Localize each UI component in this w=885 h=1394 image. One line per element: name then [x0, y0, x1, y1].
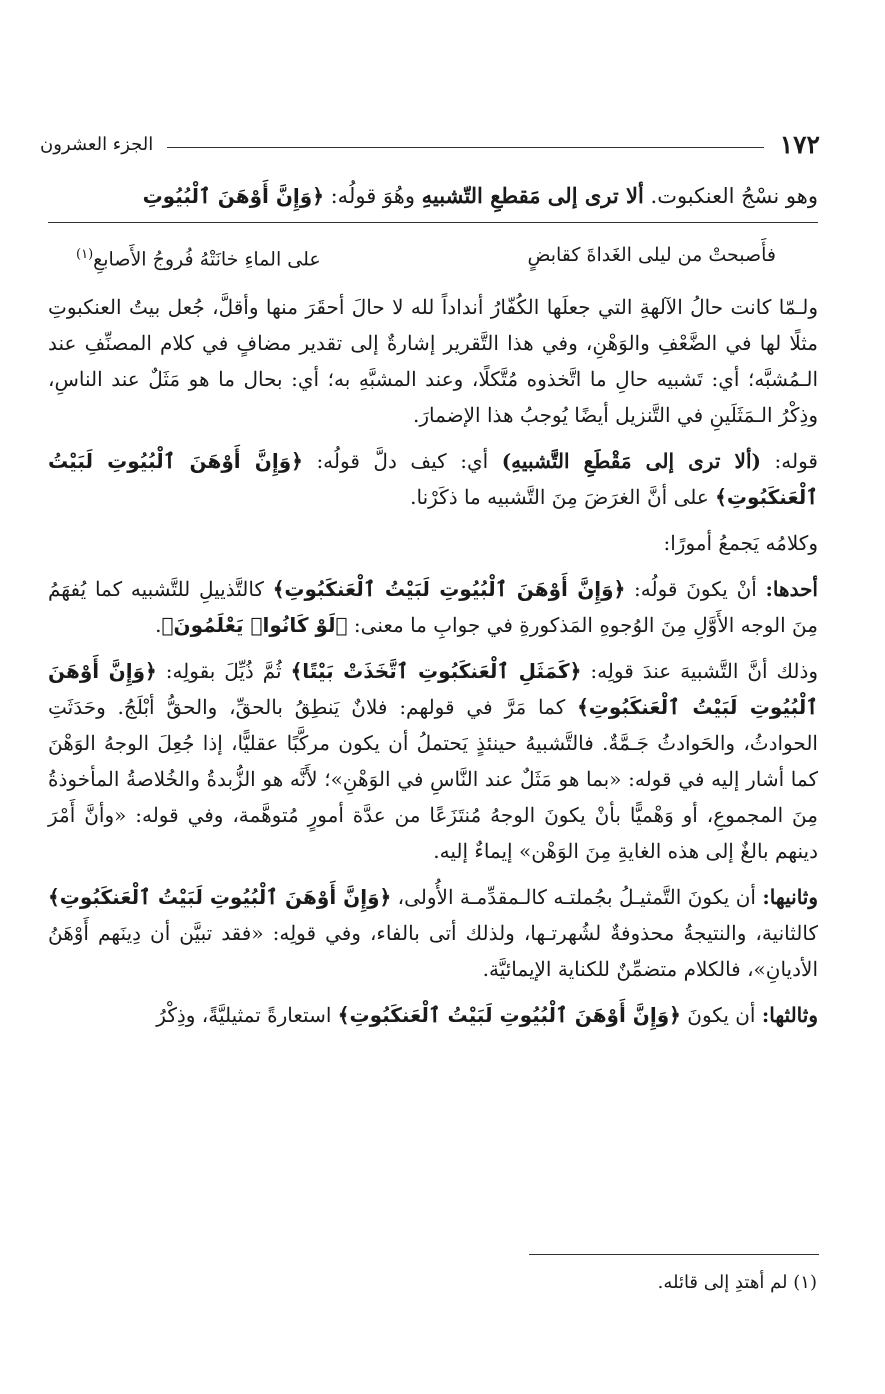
quran-quote: ﴿وَإِنَّ أَوْهَنَ ٱلْبُيُوتِ لَبَيْتُ ٱلْعَنكَبُوتِ﴾	[272, 577, 626, 602]
paragraph-text: أنْ يكونَ قولُه:	[634, 577, 757, 602]
quran-quote: ﴿وَإِنَّ أَوْهَنَ ٱلْبُيُوتِ لَبَيْتُ ٱلْعَنكَبُوتِ﴾	[48, 449, 818, 510]
page-body	[48, 178, 818, 1043]
paragraph-label: وثانيها:	[762, 885, 819, 910]
quran-quote: ﴿وَإِنَّ أَوْهَنَ ٱلْبُيُوتِ لَبَيْتُ ٱلْعَنكَبُوتِ﴾	[337, 1003, 681, 1028]
paragraph-7	[48, 997, 818, 1033]
footnote	[658, 1272, 817, 1293]
paragraph-text: وذلك أنَّ التَّشبيهَ عندَ قولِه:	[590, 659, 819, 684]
paragraph-label: قوله:	[774, 449, 818, 474]
paragraph-2	[48, 443, 818, 515]
quran-quote: ﴿وَإِنَّ أَوْهَنَ ٱلْبُيُوتِ	[142, 184, 324, 208]
quran-quote: ﴿وَإِنَّ أَوْهَنَ ٱلْبُيُوتِ لَبَيْتُ ٱلْعَنكَبُوتِ﴾	[48, 885, 392, 910]
verse-left-hemistich	[76, 237, 321, 277]
paragraph-6	[48, 879, 818, 987]
footnote-number: (١)	[793, 1272, 817, 1293]
opening-text: وهو نسْجُ العنكبوت.	[650, 184, 818, 208]
page-header	[40, 124, 820, 164]
paragraph-text: كالثانية، والنتيجةُ محذوفةٌ لشُهرتـها، ولذلك أتى بالفاء، وفي قولِه: «فقد تبيَّن أن دِينَهم أَوْهَنُ الأديانِ»، فالكلام متضمِّنٌ للكناية الإيمائيَّة.	[48, 921, 818, 982]
paragraph-1: ولـمّا كانت حالُ الآلهةِ التي جعلَها الكُفّارُ أنداداً لله لا حالَ أحقَرَ منها وأقلَّ، جُعل بيتُ العنكبوتِ مثلًا لها في الضَّعْفِ والوَهْنِ، وفي هذا التَّقرير إشارةٌ إلى تقدير مضافٍ في كلام المصنِّفِ عند الـمُشبَّه؛ أي: تَشبيه حالِ ما اتَّخذوه مُتَّكلًا، وعند المشبَّهِ به؛ أي: بحال ما هو مَثَلٌ عند الناسِ، وذِكْرُ الـمَثَلَينِ في التَّنزيل أيضًا يُوجبُ هذا الإضمارَ.	[48, 295, 818, 428]
quran-quote: ﴿كَمَثَلِ ٱلْعَنكَبُوتِ ٱتَّخَذَتْ بَيْتًا﴾	[290, 659, 582, 684]
header-rule	[167, 147, 763, 148]
running-title: الجزء العشرون	[40, 133, 154, 155]
paragraph-text: أي: كيف دلَّ قولُه:	[316, 449, 489, 474]
paragraph-text: أن يكونَ التَّمثيـلُ بجُملتـه كالـمقدِّمـة الأُولى،	[397, 885, 756, 910]
verse-right-hemistich: فأَصبحتْ من ليلى الغَداةَ كقابضٍ	[527, 244, 776, 266]
footnote-text: لم أهتدِ إلى قائله.	[657, 1272, 788, 1293]
paragraph-label: أحدها:	[765, 577, 818, 602]
quoted-phrase: (ألا ترى إلى مَقْطَعِ التَّشبيهِ)	[501, 449, 761, 474]
paragraph-4: أحدها: أنْ يكونَ قولُه: ﴿وَإِنَّ أَوْهَنَ ٱلْبُيُوتِ لَبَيْتُ ٱلْعَنكَبُوتِ﴾ كالتَّذييلِ للتَّشبيه كما يُفهَمُ مِنَ الوجه الأَوَّلِ مِنَ الوُجوهِ المَذكورةِ في جوابِ ما معنى: ﴿لَوْ كَانُوا۟ يَعْلَمُونَ﴾.	[48, 577, 818, 638]
opening-middle-text: وهُوَ قولُه:	[330, 184, 415, 208]
opening-line	[48, 178, 818, 223]
paragraph-text: أن يكونَ	[687, 1003, 756, 1028]
quran-quote: ﴿وَإِنَّ أَوْهَنَ ٱلْبُيُوتِ لَبَيْتُ ٱلْعَنكَبُوتِ﴾	[48, 659, 818, 720]
verse-left-text: على الماءِ خانَتْهُ فُروجُ الأَصابعِ	[93, 248, 321, 271]
paragraph-text: كالتَّذييلِ للتَّشبيه كما يُفهَمُ مِنَ الوجه الأَوَّلِ مِنَ الوُجوهِ المَذكورةِ في جوابِ ما معنى:	[48, 577, 818, 638]
paragraph-label: وثالثها:	[761, 1003, 818, 1028]
opening-bold-phrase: ألا ترى إلى مَقطعِ التّشبيهِ	[421, 183, 644, 208]
paragraph-text: كما مَرَّ في قولهم: فلانٌ يَنطِقُ بالحقِّ، والحقُّ أبْلَجُ. وحَدَثَتِ الحوادثُ، والحَوادثُ جَـمَّةٌ. فالتَّشبيهُ حينئذٍ يَحتملُ أن يكون مركَّبًا عقليًّا، إذا جُعِلَ الوجهُ الوَهْنَ كما أشار إليه في قوله: «بما هو مَثَلٌ عند النَّاسِ في الوَهْنِ»؛ لأَنَّه هو الزُّبدةُ والخُلاصةُ المأخوذةُ مِنَ المجموعِ، أو وَهْميًّا بأنْ يكونَ الوجهُ مُنتَزَعًا من عدَّة أمورٍ مُتوهَّمة، وفي قوله: «وأنَّ أَمْرَ دينهم بالغٌ إلى هذه الغايةِ مِنَ الوَهْن» إيماءٌ إليه.	[48, 695, 818, 864]
poetry-verse	[48, 237, 818, 277]
footnote-rule	[529, 1254, 819, 1255]
footnote-reference: (١)	[76, 247, 94, 262]
paragraph-5	[48, 653, 818, 869]
paragraph-text: استعارةً تمثيليَّةً، وذِكْرُ	[156, 1003, 332, 1028]
quran-quote: ﴿لَوْ كَانُوا۟ يَعْلَمُونَ﴾	[161, 613, 348, 638]
paragraph-text: على أنَّ الغرَضَ مِنَ التَّشبيه ما ذكَرْنا.	[410, 485, 709, 510]
paragraph-text: ثُمَّ ذُيِّلَ بقولِه:	[165, 659, 282, 684]
page-number: ١٧٢	[779, 129, 820, 159]
paragraph-3: وكلامُه يَجمعُ أمورًا:	[663, 531, 818, 556]
